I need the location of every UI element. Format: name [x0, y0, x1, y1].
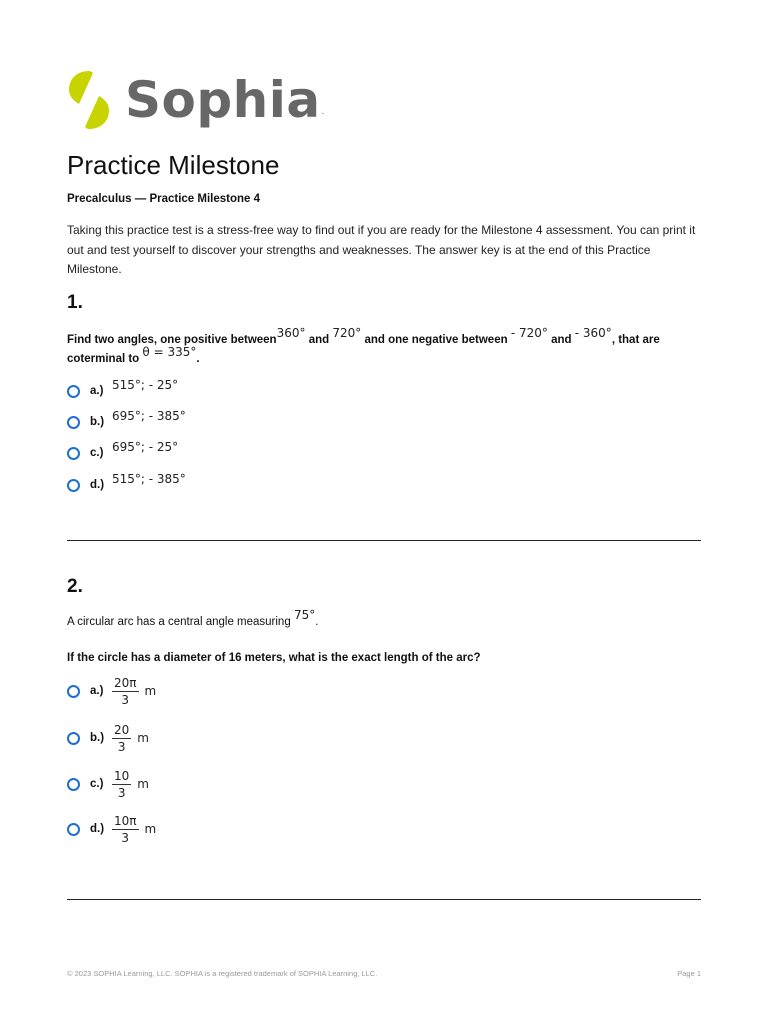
prompt-text: coterminal to	[67, 353, 140, 365]
math-expression: - 720°	[510, 326, 548, 340]
fraction	[112, 676, 139, 707]
footer-page-number: Page 1	[677, 969, 701, 978]
answer-option[interactable]	[67, 378, 179, 401]
prompt-text: .	[196, 353, 200, 365]
unit-label: m	[144, 822, 157, 836]
question-2-prompt: If the circle has a diameter of 16 meters, what is the exact length of the arc?	[67, 652, 481, 664]
sophia-logo-icon	[67, 69, 111, 131]
fraction	[112, 769, 131, 800]
question-1-prompt-line1	[67, 326, 660, 346]
unit-label: m	[137, 731, 149, 745]
radio-button-icon[interactable]	[67, 447, 80, 460]
fraction-numerator: 10	[114, 768, 130, 783]
prompt-text: Find two angles, one positive between	[67, 334, 277, 346]
math-expression: 720°	[332, 326, 362, 340]
option-value: 695°; - 25°	[112, 440, 179, 454]
page-subtitle: Precalculus — Practice Milestone 4	[67, 193, 261, 205]
prompt-text: and one negative between	[364, 334, 508, 346]
fraction-denominator: 3	[117, 739, 126, 754]
option-letter: a.)	[90, 685, 104, 697]
fraction-numerator: 10π	[114, 813, 137, 828]
logo-wordmark: Sophia	[125, 71, 321, 129]
option-letter: c.)	[90, 447, 104, 459]
question-number: 2.	[67, 576, 83, 597]
option-value: 515°; - 25°	[112, 378, 179, 392]
section-divider	[67, 540, 701, 541]
fraction	[112, 814, 139, 845]
radio-button-icon[interactable]	[67, 385, 80, 398]
fraction	[112, 723, 131, 754]
option-value: 515°; - 385°	[112, 472, 186, 486]
answer-option[interactable]	[67, 722, 149, 754]
question-1-prompt-line2	[67, 345, 200, 365]
radio-button-icon[interactable]	[67, 823, 80, 836]
prompt-text: , that are	[611, 334, 660, 346]
stem-text: .	[315, 616, 319, 628]
option-letter: d.)	[90, 823, 105, 835]
fraction-bar	[112, 738, 131, 739]
fraction-answer	[112, 723, 149, 754]
math-expression: 75°	[293, 608, 316, 622]
logo-trademark: .	[321, 106, 325, 116]
answer-option[interactable]	[67, 768, 149, 800]
radio-button-icon[interactable]	[67, 416, 80, 429]
fraction-bar	[112, 829, 139, 830]
option-letter: b.)	[90, 732, 105, 744]
radio-button-icon[interactable]	[67, 479, 80, 492]
math-expression: θ = 335°	[142, 345, 197, 359]
fraction-denominator: 3	[117, 785, 126, 800]
radio-button-icon[interactable]	[67, 732, 80, 745]
question-number: 1.	[67, 292, 83, 313]
fraction-answer	[112, 814, 156, 845]
footer-copyright: © 2023 SOPHIA Learning, LLC. SOPHIA is a registered trademark of SOPHIA Learning, LLC.	[67, 969, 378, 978]
intro-paragraph: Taking this practice test is a stress-free way to find out if you are ready for the Milestone 4 assessment. You can print it out and test yourself to discover your strengths and weaknesses. The answer key is at the end of this Practice Milestone.	[67, 223, 696, 276]
fraction-numerator: 20π	[114, 675, 137, 690]
fraction-answer	[112, 676, 156, 707]
answer-option[interactable]	[67, 409, 186, 432]
unit-label: m	[144, 684, 157, 698]
answer-option[interactable]	[67, 472, 186, 495]
math-expression: - 360°	[574, 326, 612, 340]
fraction-numerator: 20	[114, 722, 130, 737]
question-2-stem	[67, 608, 319, 628]
unit-label: m	[137, 777, 149, 791]
math-expression: 360°	[276, 326, 306, 340]
answer-option[interactable]	[67, 440, 179, 463]
fraction-bar	[112, 691, 139, 692]
answer-option[interactable]	[67, 675, 157, 707]
radio-button-icon[interactable]	[67, 685, 80, 698]
radio-button-icon[interactable]	[67, 778, 80, 791]
answer-option[interactable]	[67, 813, 157, 845]
option-letter: c.)	[90, 778, 104, 790]
option-letter: b.)	[90, 416, 105, 428]
fraction-bar	[112, 784, 131, 785]
prompt-text: and	[551, 334, 572, 346]
stem-text: A circular arc has a central angle measuring	[67, 616, 291, 628]
option-value: 695°; - 385°	[112, 409, 186, 423]
sophia-logo	[67, 68, 324, 132]
fraction-answer	[112, 769, 149, 800]
page-title: Practice Milestone	[67, 150, 280, 180]
fraction-denominator: 3	[121, 692, 130, 707]
fraction-denominator: 3	[121, 830, 130, 845]
prompt-text: and	[308, 334, 330, 346]
option-letter: a.)	[90, 385, 104, 397]
option-letter: d.)	[90, 479, 105, 491]
section-divider	[67, 899, 701, 900]
